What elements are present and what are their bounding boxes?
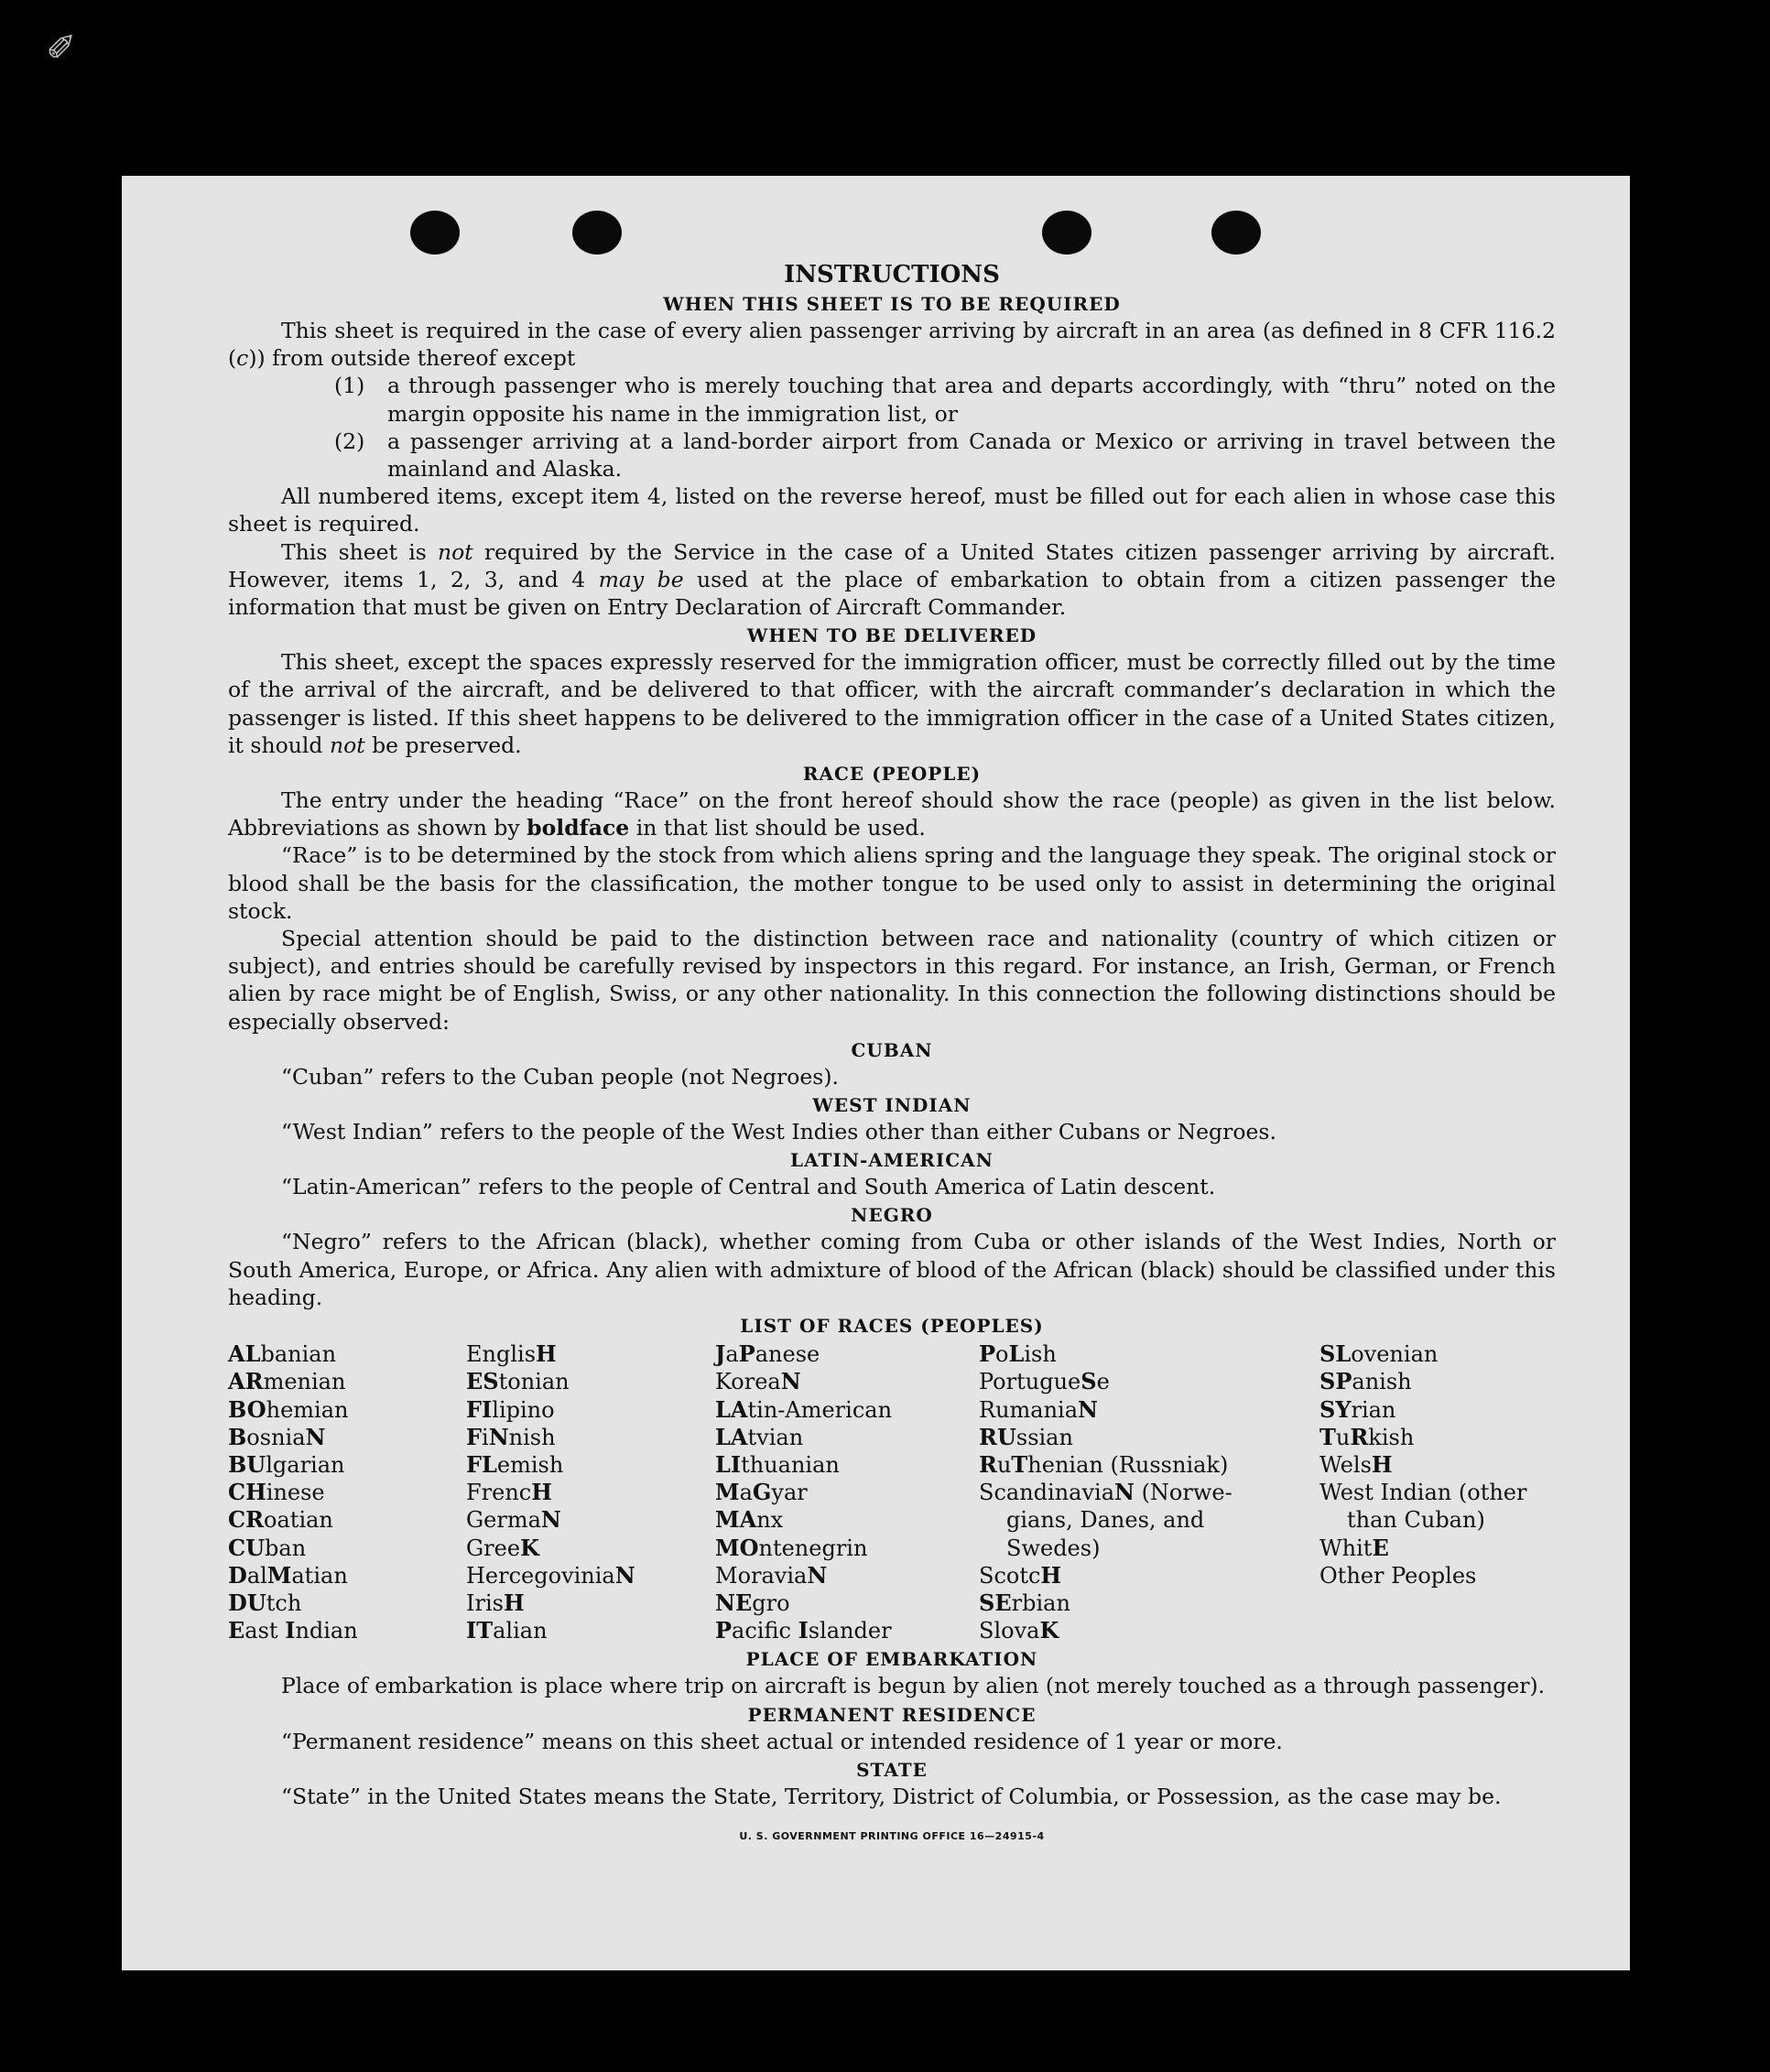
race-entry: PortugueSe — [979, 1368, 1110, 1395]
races-list — [228, 1340, 1556, 1644]
heading-when-required: WHEN THIS SHEET IS TO BE REQUIRED — [663, 293, 1121, 315]
heading-when-delivered: WHEN TO BE DELIVERED — [746, 624, 1037, 647]
paragraph: “Race” is to be determined by the stock from which aliens spring and the language they speak. The original stock or blood shall be the basis for the classification, the mother tongue to be used only to assist in determining the original stock. — [228, 842, 1556, 924]
race-entry: IrisH — [466, 1589, 525, 1616]
paragraph: “Latin-American” refers to the people of Central and South America of Latin descent. — [281, 1174, 1216, 1200]
race-entry: WhitE — [1319, 1534, 1389, 1561]
paragraph: This sheet is required in the case of every alien passenger arriving by aircraft in an area (as defined in 8 CFR 116.2 (c)) from outside thereof except — [228, 318, 1556, 372]
paragraph: The entry under the heading “Race” on the front hereof should show the race (people) as given in the list below. Abbreviations as shown by boldface in that list should be used. — [228, 787, 1556, 841]
race-entry: DalMatian — [228, 1561, 348, 1589]
heading-state: STATE — [856, 1758, 928, 1781]
race-entry: FLemish — [466, 1450, 564, 1478]
race-entry: RuThenian (Russniak) — [979, 1450, 1229, 1478]
race-entry: JaPanese — [715, 1340, 820, 1368]
list-item: (1) a through passenger who is merely touching that area and departs accordingly, with “thru” noted on the margin opposite his name in the immigration list, or — [334, 373, 1556, 427]
race-entry: MaGyar — [715, 1479, 808, 1506]
race-entry: Other Peoples — [1319, 1562, 1477, 1589]
paragraph: “Cuban” refers to the Cuban people (not Negroes). — [281, 1063, 840, 1090]
race-entry: FIlipino — [466, 1395, 555, 1423]
races-column — [979, 1340, 1319, 1644]
heading-permanent-residence: PERMANENT RESIDENCE — [747, 1703, 1037, 1726]
race-entry: SlovaK — [979, 1617, 1059, 1644]
heading-list-of-races: LIST OF RACES (PEOPLES) — [740, 1315, 1044, 1338]
race-entry: MoraviaN — [715, 1561, 828, 1589]
race-entry: RumaniaN — [979, 1395, 1098, 1423]
heading-place-of-embarkation: PLACE OF EMBARKATION — [745, 1648, 1038, 1671]
race-entry: SLovenian — [1319, 1340, 1439, 1368]
heading-race: RACE (PEOPLE) — [802, 763, 982, 786]
race-entry: West Indian (other — [1319, 1480, 1527, 1506]
heading-cuban: CUBAN — [851, 1038, 933, 1061]
race-entry: ALbanian — [228, 1340, 337, 1368]
race-entry: FrencH — [466, 1479, 552, 1506]
race-entry: CUban — [228, 1534, 307, 1561]
race-entry: ScotcH — [979, 1561, 1062, 1589]
paragraph: This sheet, except the spaces expressly reserved for the immigration officer, must be correctly filled out by the time of the arrival of the aircraft, and be delivered to that officer, with the aircraft commander’s declaration in which the passenger is listed. If this sheet happens to be delivered to the immigration officer in the case of a United States citizen, it should not be preserved. — [228, 649, 1556, 758]
paragraph: All numbered items, except item 4, listed on the reverse hereof, must be filled out for each alien in whose case this sheet is required. — [228, 483, 1556, 537]
race-entry: ARmenian — [228, 1368, 346, 1395]
races-column — [228, 1340, 466, 1644]
race-entry: ScandinaviaN (Norwe- — [979, 1479, 1232, 1506]
race-entry: DUtch — [228, 1589, 302, 1616]
race-entry: KoreaN — [715, 1368, 801, 1395]
race-entry: BosniaN — [228, 1423, 326, 1450]
race-entry: LAtvian — [715, 1423, 804, 1450]
race-entry: BUlgarian — [228, 1450, 345, 1478]
race-entry: than Cuban) — [1347, 1507, 1485, 1534]
race-entry: BOhemian — [228, 1395, 349, 1423]
instruction-sheet — [122, 176, 1630, 1970]
paragraph: This sheet is not required by the Service in the case of a United States citizen passenger arriving by aircraft. However, items 1, 2, 3, and 4 may be used at the place of embarkation to obtain from a citizen passenger the information that must be given on Entry Declaration of Aircraft Commander. — [228, 538, 1557, 621]
punch-hole — [1211, 211, 1261, 255]
race-entry: TuRkish — [1319, 1423, 1415, 1450]
race-entry: Swedes) — [1006, 1535, 1101, 1561]
race-entry: SYrian — [1319, 1395, 1396, 1423]
race-entry: CRoatian — [228, 1506, 333, 1534]
race-entry: MOntenegrin — [715, 1534, 868, 1561]
punch-hole — [572, 211, 622, 255]
races-column — [1319, 1340, 1556, 1644]
paragraph: “West Indian” refers to the people of the West Indies other than either Cubans or Negroes. — [281, 1119, 1276, 1145]
printer-imprint: U. S. GOVERNMENT PRINTING OFFICE 16—24915-4 — [739, 1829, 1045, 1842]
heading-latin-american: LATIN-AMERICAN — [790, 1149, 994, 1172]
race-entry: GreeK — [466, 1534, 539, 1561]
race-entry: EnglisH — [466, 1340, 557, 1368]
races-column — [715, 1340, 979, 1644]
pencil-mark: ✐ — [46, 27, 77, 70]
race-entry: GermaN — [466, 1506, 561, 1534]
race-entry: CHinese — [228, 1479, 325, 1506]
race-entry: NEgro — [715, 1589, 790, 1616]
race-entry: PoLish — [979, 1340, 1057, 1368]
races-column — [466, 1340, 715, 1644]
race-entry: gians, Danes, and — [1006, 1507, 1205, 1534]
paragraph: Special attention should be paid to the distinction between race and nationality (country of which citizen or subject), and entries should be carefully revised by inspectors in this regard. For instance, an Irish, German, or French alien by race might be of English, Swiss, or any other nationality. In this connection the following distinctions should be especially observed: — [228, 926, 1556, 1035]
paragraph: “State” in the United States means the State, Territory, District of Columbia, or Possession, as the case may be. — [281, 1783, 1502, 1809]
sheet-text — [228, 260, 1556, 1850]
punch-hole — [1042, 211, 1091, 255]
race-entry: RUssian — [979, 1423, 1073, 1450]
race-entry: SErbian — [979, 1589, 1070, 1616]
race-entry: SPanish — [1319, 1368, 1412, 1395]
race-entry: ITalian — [466, 1617, 548, 1644]
list-item: (2) a passenger arriving at a land-border airport from Canada or Mexico or arriving in travel between the mainland and Alaska. — [334, 428, 1556, 483]
paragraph: “Permanent residence” means on this sheet actual or intended residence of 1 year or more. — [281, 1728, 1283, 1754]
paragraph: Place of embarkation is place where trip on aircraft is begun by alien (not merely touched as a through passenger). — [281, 1673, 1546, 1699]
punch-hole — [410, 211, 460, 255]
race-entry: Pacific Islander — [715, 1617, 892, 1644]
race-entry: WelsH — [1319, 1450, 1393, 1478]
race-entry: FiNnish — [466, 1423, 556, 1450]
race-entry: HercegoviniaN — [466, 1561, 635, 1589]
race-entry: East Indian — [228, 1617, 358, 1644]
heading-negro: NEGRO — [851, 1204, 933, 1227]
paragraph: “Negro” refers to the African (black), whether coming from Cuba or other islands of the West Indies, North or South America, Europe, or Africa. Any alien with admixture of blood of the African (black) should be classified under this heading. — [228, 1229, 1556, 1310]
race-entry: MAnx — [715, 1506, 784, 1534]
race-entry: LAtin-American — [715, 1395, 893, 1423]
heading-west-indian: WEST INDIAN — [812, 1094, 972, 1117]
page-title: INSTRUCTIONS — [784, 261, 1000, 288]
race-entry: EStonian — [466, 1368, 570, 1395]
race-entry: LIthuanian — [715, 1450, 840, 1478]
